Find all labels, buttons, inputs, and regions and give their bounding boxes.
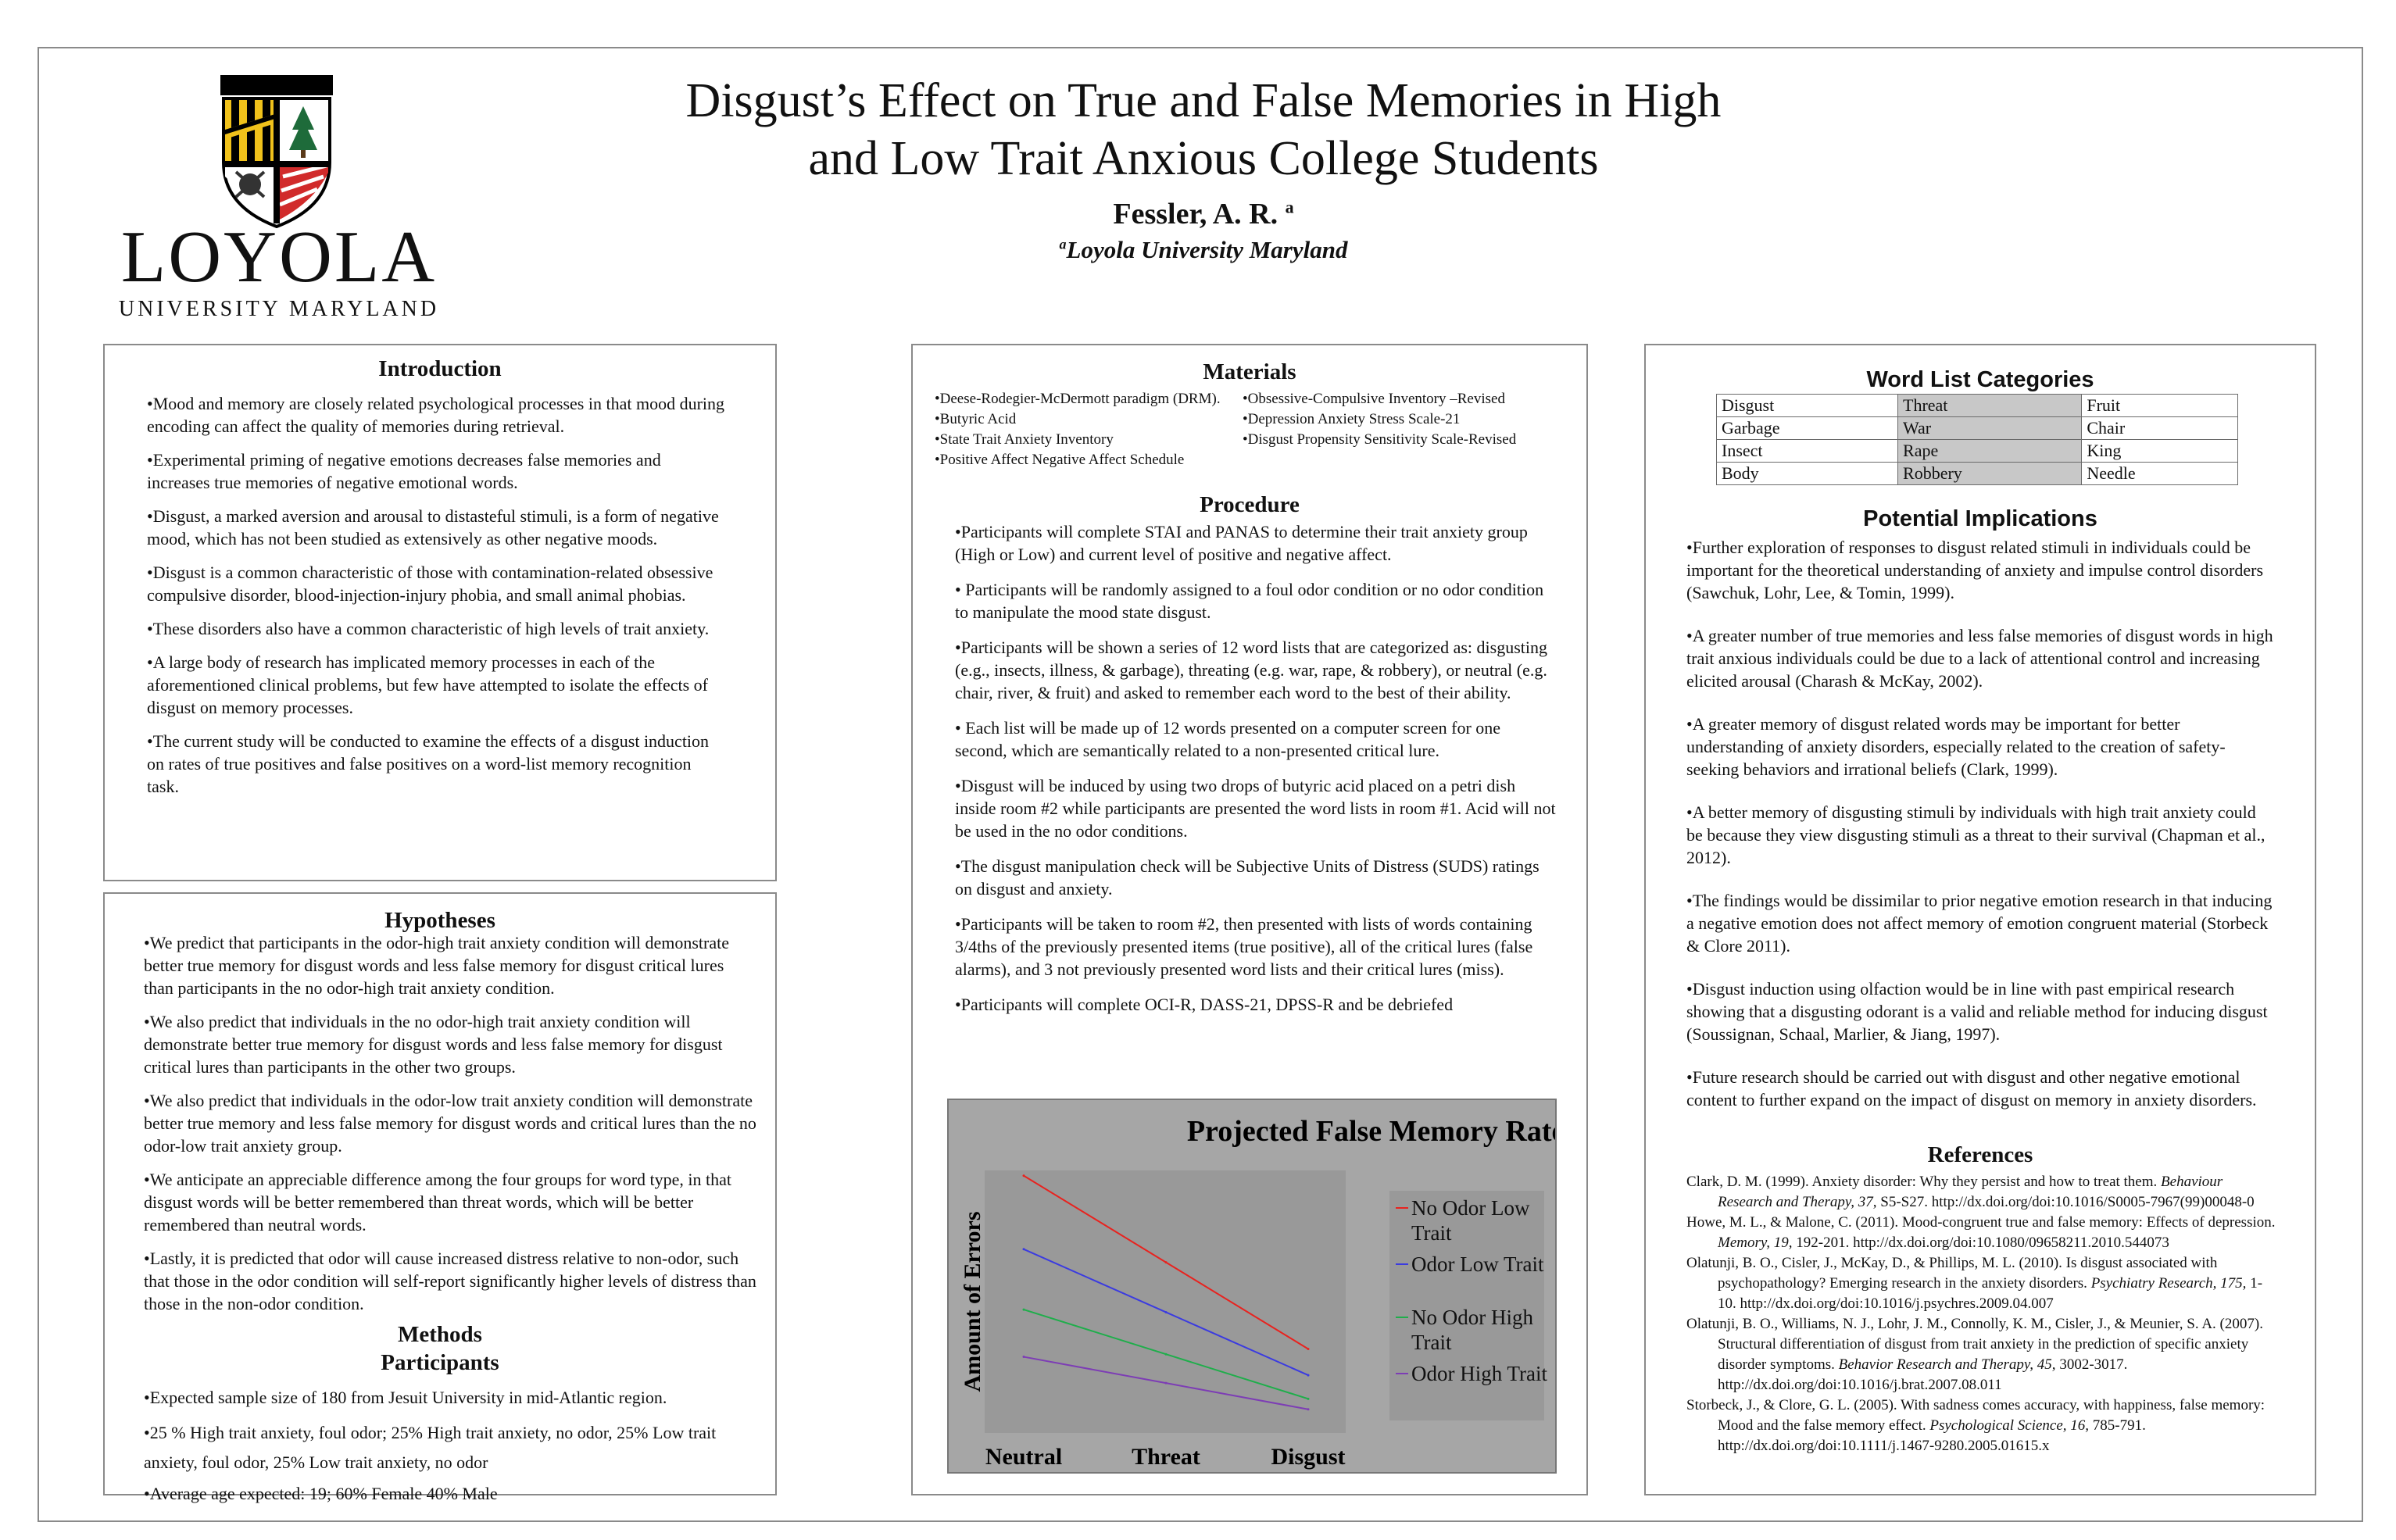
reference-item: Howe, M. L., & Malone, C. (2011). Mood-congruent true and false memory: Effects of depression. Memory, 19, 192-201. http://dx.doi.org/doi:10.1080/09658211.2010.544073 [1686, 1214, 2276, 1251]
series-point [1165, 1353, 1168, 1356]
series-point [1023, 1309, 1025, 1311]
reference-item: Storbeck, J., & Clore, G. L. (2005). With sadness comes accuracy, with happiness, false memory: Mood and the false memory effect. Psychological Science, 16, 785-791. http://dx.doi.org/doi:10.1111/j.1467-9280.2005.01615.x [1686, 1397, 2265, 1454]
loyola-shield-logo [220, 75, 333, 228]
table-cell: Fruit [2082, 395, 2238, 417]
hypothesis-bullet: •We predict that participants in the odor-high trait anxiety condition will demonstrate better true memory for disgust words and less false memory for disgust critical lures than participants in the no odor-high trait anxiety condition. [144, 933, 730, 998]
table-cell: Body [1717, 463, 1898, 485]
table-cell: Rape [1898, 440, 2082, 463]
hypotheses-panel [103, 892, 777, 1503]
series-point [1165, 1382, 1168, 1385]
methods-heading: Methods [398, 1322, 482, 1347]
procedure-heading: Procedure [1200, 492, 1300, 517]
procedure-bullet: •The disgust manipulation check will be Subjective Units of Distress (SUDS) ratings on disgust and anxiety. [955, 856, 1540, 899]
x-tick-group [985, 1444, 1346, 1470]
author-name: Fessler, A. R. [1113, 198, 1286, 230]
implication-bullet: •A greater memory of disgust related words may be important for better understanding of anxiety disorders, especially related to the creation of safety-seeking behaviors and irrational beliefs (Clark, 1999). [1686, 714, 2226, 779]
title-line-2: and Low Trait Anxious College Students [808, 132, 1599, 185]
hypotheses-heading: Hypotheses [384, 908, 495, 933]
word-list-table [1716, 394, 2238, 485]
loyola-logo [111, 72, 447, 322]
materials-item: •State Trait Anxiety Inventory [935, 431, 1114, 448]
affiliation-name: Loyola University Maryland [1066, 236, 1348, 263]
materials-item: •Depression Anxiety Stress Scale-21 [1243, 411, 1461, 427]
reference-item: Olatunji, B. O., Cisler, J., McKay, D., & Phillips, M. L. (2010). Is disgust associated with psychopathology? Emerging research in the anxiety disorders. Psychiatry Research, 175, 1-10. http://dx.doi.org/doi:10.1016/j.psychres.2009.04.007 [1686, 1255, 2263, 1312]
materials-list-left [935, 389, 1239, 470]
table-cell: King [2082, 440, 2238, 463]
legend-label: No Odor High Trait [1411, 1306, 1533, 1354]
intro-bullet: •These disorders also have a common characteristic of high levels of trait anxiety. [147, 619, 710, 638]
references-list [1686, 1172, 2280, 1456]
introduction-heading: Introduction [378, 356, 502, 381]
implication-bullet: •A better memory of disgusting stimuli by individuals with high trait anxiety could be because they view disgusting stimuli as a threat to their survival (Chapman et al., 2012). [1686, 802, 2265, 867]
series-point [1307, 1374, 1310, 1377]
logo-subline: UNIVERSITY MARYLAND [118, 297, 440, 321]
intro-bullet: •A large body of research has implicated memory processes in each of the aforementioned clinical problems, but few have attempted to isolate the effects of disgust on memory processes. [147, 652, 708, 717]
table-cell: Needle [2082, 463, 2238, 485]
implication-bullet: •Future research should be carried out with disgust and other negative emotional content to further expand on the impact of disgust on memory in anxiety disorders. [1686, 1067, 2257, 1109]
procedure-bullet: •Participants will be shown a series of 12 word lists that are categorized as: disgusting (e.g., insects, illness, & garbage), threating (e.g. war, rape, & robbery), or neutral (e.g. chair, river, & fruit) and asked to remember each word to the best of their ability. [955, 638, 1547, 702]
implication-bullet: •Further exploration of responses to disgust related stimuli in individuals could be important for the theoretical understanding of anxiety and impulse control disorders (Sawchuk, Lohr, Lee, & Tomin, 1999). [1686, 538, 2264, 602]
table-cell: Chair [2082, 417, 2238, 440]
author [594, 197, 1813, 231]
references-heading: References [1927, 1142, 2033, 1167]
series-point [1307, 1398, 1310, 1400]
x-tick-label: Threat [1132, 1444, 1200, 1470]
author-superscript: a [1285, 197, 1294, 217]
affiliation-superscript: a [1059, 236, 1067, 252]
procedure-bullet: •Participants will be taken to room #2, then presented with lists of words containing 3/4ths of the previously presented items (true positive), all of the critical lures (false alarms), and 3 not previously presented word lists and their critical lures (miss). [955, 914, 1533, 979]
intro-bullet: •Experimental priming of negative emotions decreases false memories and increases true memories of negative emotional words. [147, 450, 661, 492]
legend-label: No Odor Low Trait [1411, 1196, 1530, 1245]
implication-bullet: •A greater number of true memories and less false memories of disgust words in high trait anxious individuals could be due to a lack of attentional control and increasing elicited arousal (Charash & McKay, 2002). [1686, 626, 2273, 691]
participants-bullet: •Expected sample size of 180 from Jesuit University in mid-Atlantic region. [144, 1388, 667, 1407]
reference-item: Clark, D. M. (1999). Anxiety disorder: Why they persist and how to treat them. Behaviour Research and Therapy, 37, S5-S27. http://dx.doi.org/doi:10.1016/S0005-7967(99)00048-0 [1686, 1174, 2255, 1210]
hypothesis-bullet: •We also predict that individuals in the odor-low trait anxiety condition will demonstrate better true memory and less false memory for disgust words and critical lures than the no odor-low trait anxiety group. [144, 1091, 756, 1156]
materials-item: •Obsessive-Compulsive Inventory –Revised [1243, 391, 1505, 407]
table-row [1717, 395, 2238, 417]
affiliation [594, 236, 1813, 264]
table-cell: Insect [1717, 440, 1898, 463]
intro-bullet: •Mood and memory are closely related psychological processes in that mood during encoding can affect the quality of memories during retrieval. [147, 394, 725, 436]
procedure-bullet: •Participants will complete OCI-R, DASS-21, DPSS-R and be debriefed [955, 995, 1454, 1014]
materials-item: •Deese-Rodegier-McDermott paradigm (DRM). [935, 391, 1221, 407]
procedure-bullet: • Participants will be randomly assigned to a foul odor condition or no odor condition to manipulate the mood state disgust. [955, 580, 1544, 622]
x-tick-label: Disgust [1271, 1444, 1346, 1470]
series-point [1307, 1348, 1310, 1350]
implications-list [1686, 536, 2274, 1111]
procedure-bullet: •Disgust will be induced by using two drops of butyric acid placed on a petri dish inside room #2 while participants are presented the word lists in room #1. Acid will not be used in the no odor conditions. [955, 776, 1556, 841]
series-point [1307, 1408, 1310, 1410]
logo-wordmark: LOYOLA [120, 216, 438, 298]
table-row [1717, 417, 2238, 440]
implication-bullet: •Disgust induction using olfaction would be in line with past empirical research showing that a disgusting odorant is a valid and reliable method for inducing disgust (Soussignan, Schaal, Marlier, & Jiang, 1997). [1686, 979, 2268, 1044]
reference-item: Olatunji, B. O., Williams, N. J., Lohr, J. M., Connolly, K. M., Cisler, J., & Meunier, S. A. (2007). Structural differentiation of disgust from trait anxiety in the prediction of specific anxiety disorder symptoms. Behavior Research and Therapy, 45, 3002-3017. http://dx.doi.org/doi:10.1016/j.brat.2007.08.011 [1686, 1316, 2263, 1393]
false-memory-chart [947, 1099, 1557, 1474]
chart-svg [949, 1100, 1555, 1472]
materials-list-right [1243, 389, 1555, 450]
procedure-bullet: • Each list will be made up of 12 words presented on a computer screen for one second, which are semantically related to a non-presented critical lure. [955, 718, 1501, 760]
table-row [1717, 463, 2238, 485]
implications-heading: Potential Implications [1863, 506, 2097, 531]
word-list-heading: Word List Categories [1866, 367, 2094, 392]
participants-heading: Participants [381, 1350, 499, 1375]
table-cell: Garbage [1717, 417, 1898, 440]
table-cell: Disgust [1717, 395, 1898, 417]
y-axis-label: Amount of Errors [960, 1211, 985, 1392]
materials-item: •Disgust Propensity Sensitivity Scale-Revised [1243, 431, 1517, 448]
series-point [1023, 1174, 1025, 1177]
intro-bullet: •The current study will be conducted to examine the effects of a disgust induction on rates of true positives and false positives on a word-list memory recognition task. [147, 731, 710, 796]
participants-bullet: •Average age expected: 19; 60% Female 40% Male [144, 1484, 498, 1503]
legend-label: Odor Low Trait [1411, 1252, 1544, 1276]
hypothesis-bullet: •We also predict that individuals in the no odor-high trait anxiety condition will demonstrate better true memory for disgust words and less false memory for disgust critical lures than participants in the other two groups. [144, 1012, 723, 1077]
title-line-1: Disgust’s Effect on True and False Memories in High [685, 74, 1722, 127]
table-cell: Threat [1898, 395, 2082, 417]
procedure-bullet: •Participants will complete STAI and PANAS to determine their trait anxiety group (High or Low) and current level of positive and negative affect. [955, 522, 1528, 564]
intro-bullet: •Disgust is a common characteristic of those with contamination-related obsessive compulsive disorder, blood-injection-injury phobia, and small animal phobias. [147, 563, 713, 605]
table-cell: War [1898, 417, 2082, 440]
introduction-panel [103, 344, 777, 881]
series-point [1023, 1356, 1025, 1358]
chart-title: Projected False Memory Rates [1186, 1115, 1555, 1148]
materials-item: •Butyric Acid [935, 411, 1017, 427]
participants-bullet: •25 % High trait anxiety, foul odor; 25% High trait anxiety, no odor, 25% Low trait anxiety, foul odor, 25% Low trait anxiety, no odor [144, 1423, 717, 1472]
hypothesis-bullet: •We anticipate an appreciable difference among the four groups for word type, in that disgust words will be better remembered than threat words, which will be better remembered than neutral words. [144, 1170, 732, 1235]
series-point [1165, 1261, 1168, 1263]
intro-bullet: •Disgust, a marked aversion and arousal to distasteful stimuli, is a form of negative mood, which has not been studied as extensively as other negative moods. [147, 506, 719, 548]
hypothesis-bullet: •Lastly, it is predicted that odor will cause increased distress relative to non-odor, such that those in the odor condition will self-report significantly higher levels of distress than those in the non-odor condition. [144, 1249, 756, 1313]
materials-heading: Materials [1203, 359, 1296, 384]
series-point [1165, 1311, 1168, 1313]
legend-label: Odor High Trait [1411, 1362, 1548, 1385]
series-point [1023, 1248, 1025, 1250]
x-tick-label: Neutral [985, 1444, 1063, 1470]
poster-title [594, 72, 1813, 188]
materials-item: •Positive Affect Negative Affect Schedule [935, 452, 1185, 468]
implication-bullet: •The findings would be dissimilar to prior negative emotion research in that inducing a negative emotion does not affect memory of emotion congruent material (Storbeck & Clore 2011). [1686, 891, 2273, 956]
table-cell: Robbery [1898, 463, 2082, 485]
table-row [1717, 440, 2238, 463]
